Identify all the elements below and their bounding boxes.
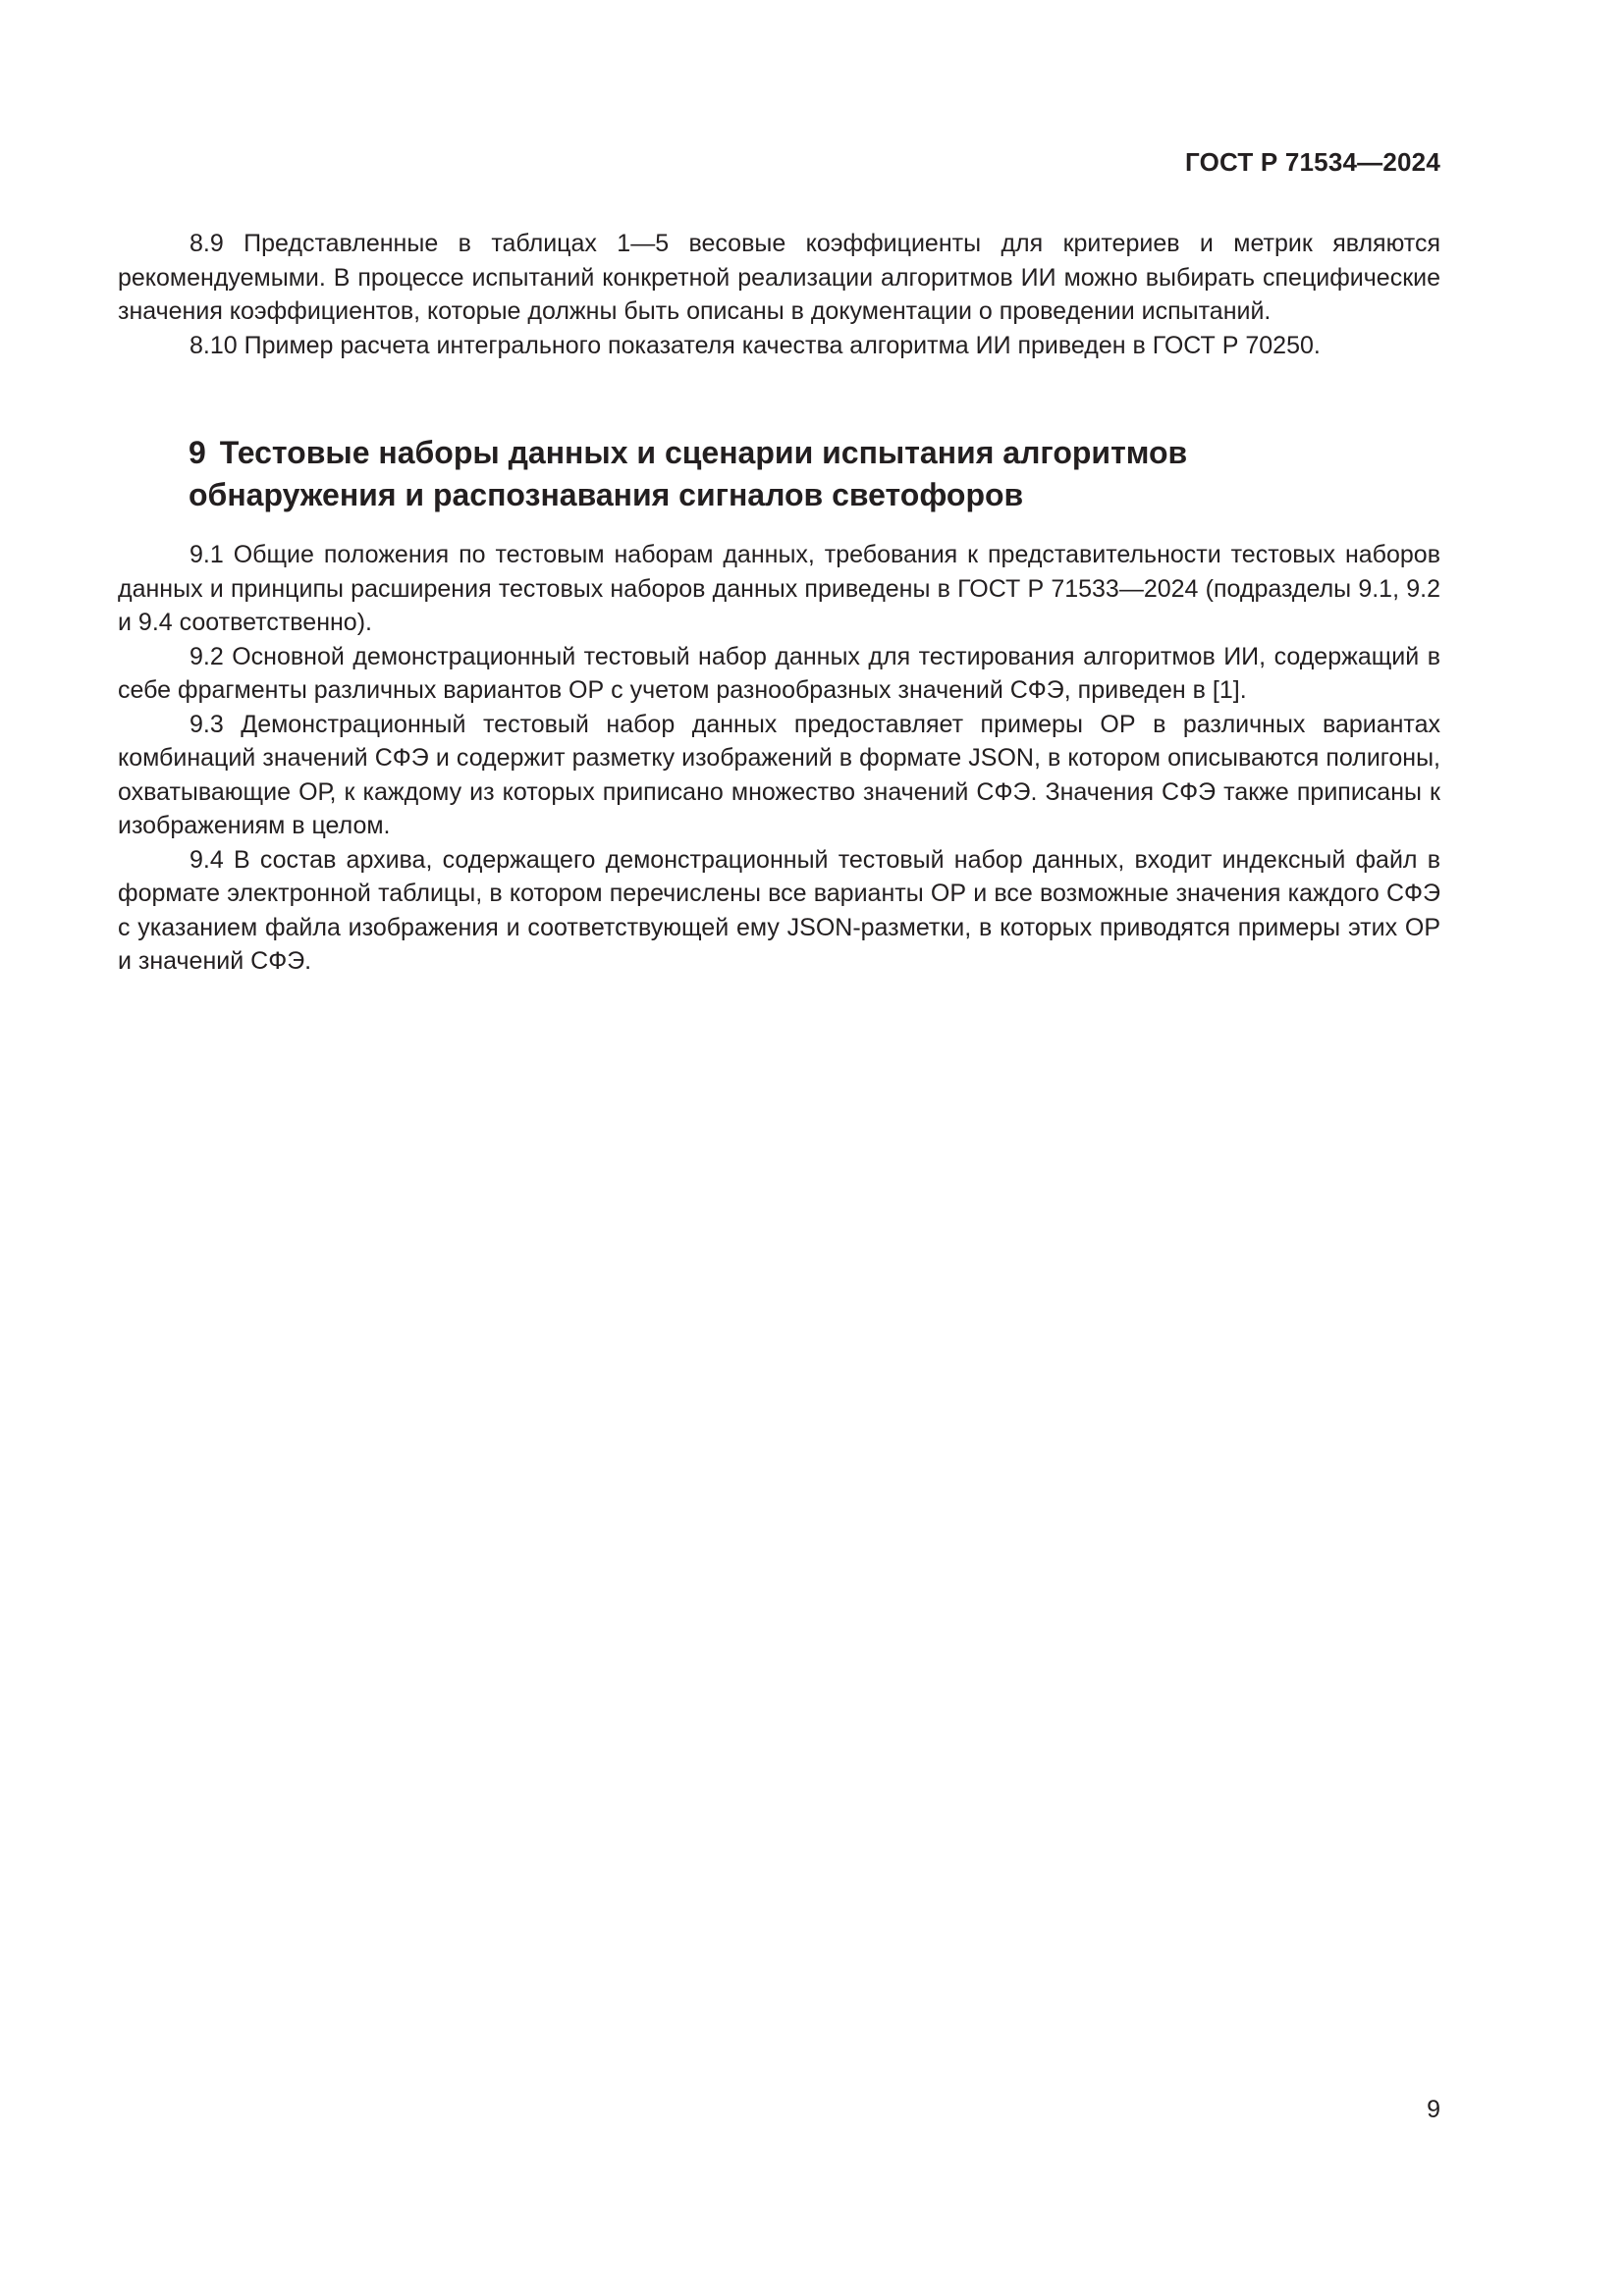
paragraph-8-9: 8.9 Представленные в таблицах 1—5 весовые коэффициенты для критериев и метрик являются рекомендуемыми. В процессе испытаний конкретной реализации алгоритмов ИИ можно выбирать специфические значения коэффициентов, которые должны быть описаны в документации о проведении испытаний. bbox=[118, 230, 1440, 325]
paragraphs-top bbox=[118, 227, 1440, 362]
paragraph-9-3: 9.3 Демонстрационный тестовый набор данных предоставляет примеры ОР в различных вариантах комбинаций значений СФЭ и содержит разметку изображений в формате JSON, в котором описываются полигоны, охватывающие ОР, к каждому из которых приписано множество значений СФЭ. Значения СФЭ также приписаны к изображениям в целом. bbox=[118, 710, 1440, 839]
page-number: 9 bbox=[1427, 2096, 1440, 2123]
section-number: 9 bbox=[189, 435, 206, 470]
paragraph-9-2: 9.2 Основной демонстрационный тестовый набор данных для тестирования алгоритмов ИИ, содержащий в себе фрагменты различных вариантов ОР с учетом разнообразных значений СФЭ, приведен в [1]. bbox=[118, 642, 1440, 704]
section-heading bbox=[189, 432, 1367, 516]
paragraph-8-10: 8.10 Пример расчета интегрального показателя качества алгоритма ИИ приведен в ГОСТ Р 70250. bbox=[189, 331, 1321, 359]
document-code: ГОСТ Р 71534—2024 bbox=[1185, 147, 1440, 177]
paragraph-9-4: 9.4 В состав архива, содержащего демонстрационный тестовый набор данных, входит индексный файл в формате электронной таблицы, в котором перечислены все варианты ОР и все возможные значения каждого СФЭ с указанием файла изображения и соответствующей ему JSON-разметки, в которых приводятся примеры этих ОР и значений СФЭ. bbox=[118, 845, 1440, 975]
paragraphs-section bbox=[118, 538, 1440, 979]
section-title: Тестовые наборы данных и сценарии испытания алгоритмов обнаружения и распознавания сигналов светофоров bbox=[189, 435, 1188, 512]
paragraph-9-1: 9.1 Общие положения по тестовым наборам данных, требования к представительности тестовых наборов данных и принципы расширения тестовых наборов данных приведены в ГОСТ Р 71533—2024 (подразделы 9.1, 9.2 и 9.4 соответственно). bbox=[118, 541, 1440, 636]
